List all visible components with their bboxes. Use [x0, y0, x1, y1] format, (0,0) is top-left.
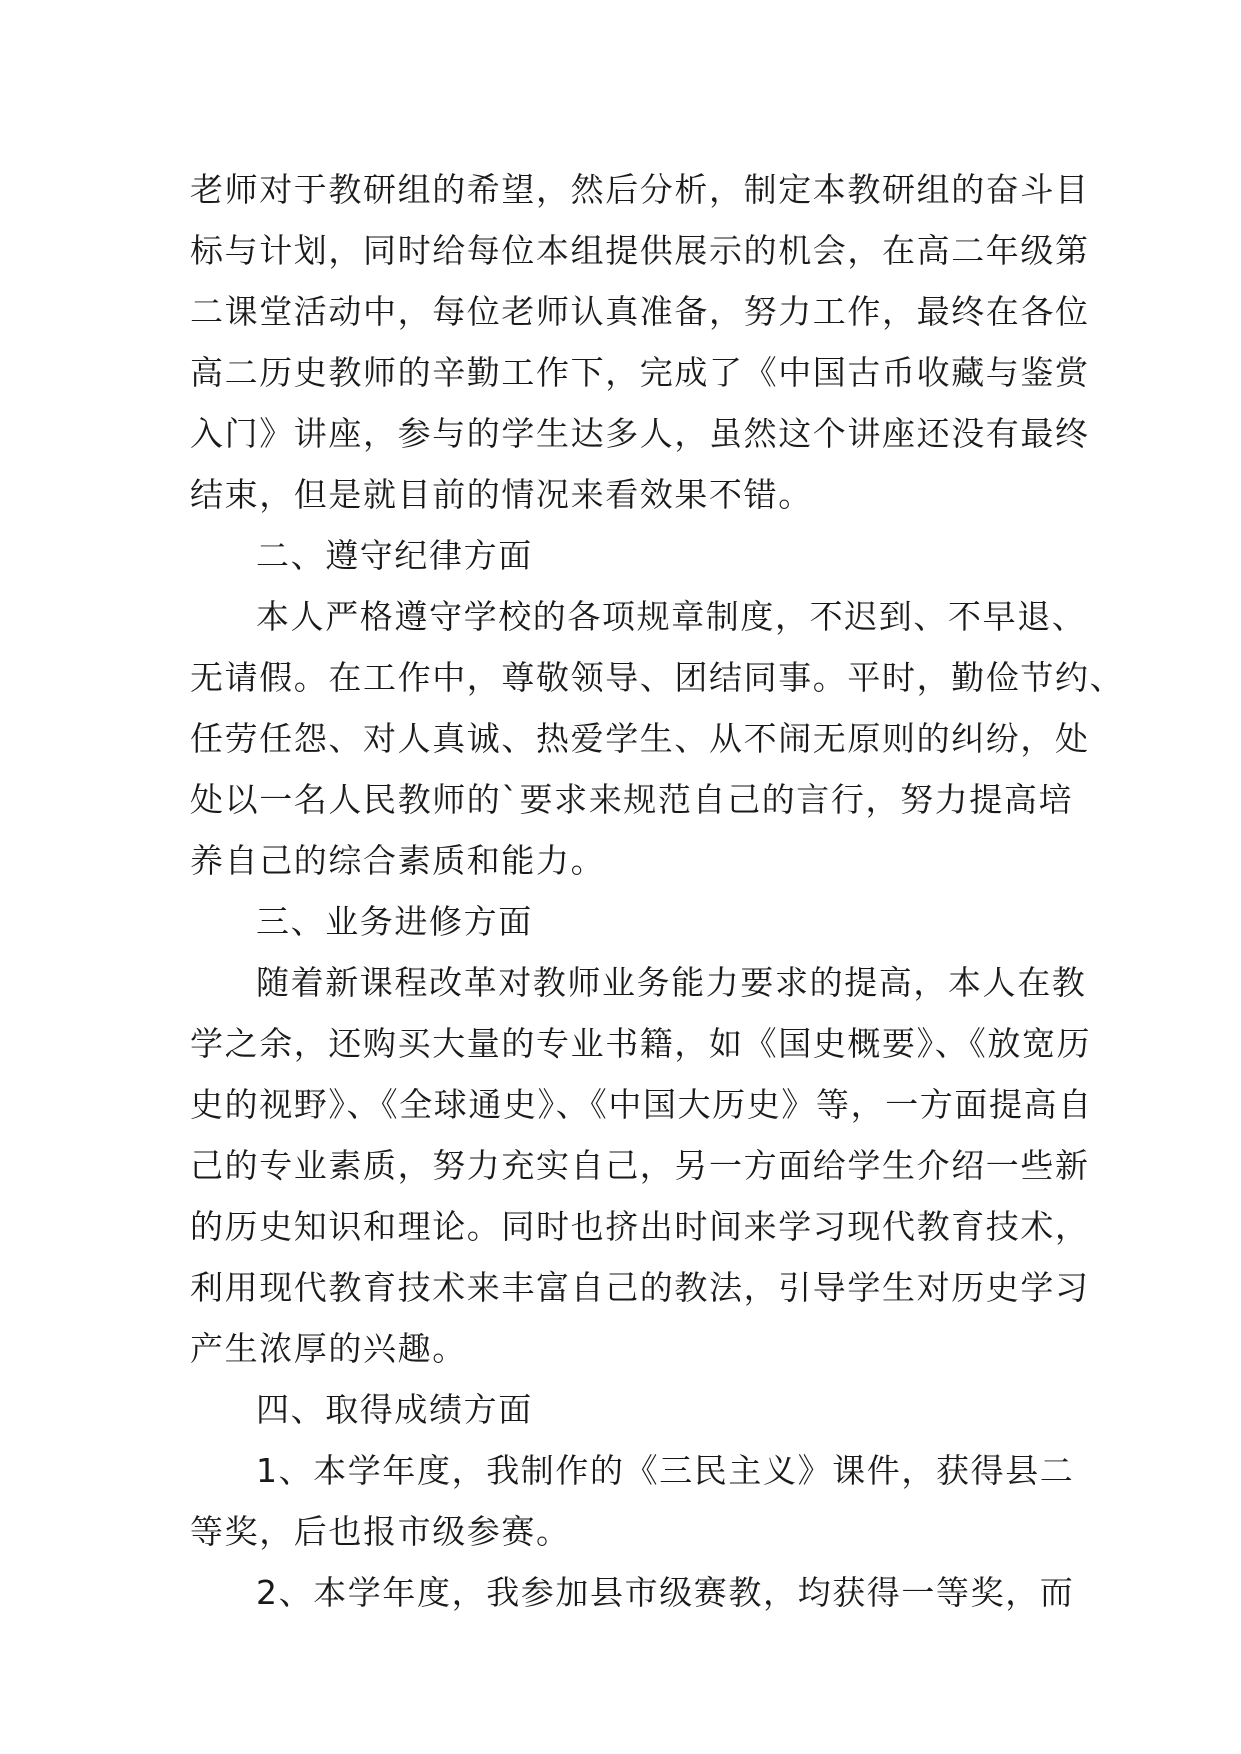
section-heading-study: 三、业务进修方面: [256, 902, 533, 941]
paragraph-line: 处以一名人民教师的`要求来规范自己的言行，努力提高培: [190, 780, 1074, 819]
paragraph-line: 标与计划，同时给每位本组提供展示的机会，在高二年级第: [190, 231, 1090, 270]
paragraph-line: 己的专业素质，努力充实自己，另一方面给学生介绍一些新: [190, 1146, 1090, 1185]
paragraph-line: 等奖，后也报市级参赛。: [190, 1512, 571, 1551]
paragraph-line: 2、本学年度，我参加县市级赛教，均获得一等奖，而: [256, 1573, 1075, 1612]
document-body: [190, 159, 1125, 1623]
paragraph-line: 学之余，还购买大量的专业书籍，如《国史概要》、《放宽历: [190, 1024, 1092, 1063]
paragraph-line: 二课堂活动中，每位老师认真准备，努力工作，最终在各位: [190, 292, 1090, 331]
paragraph-line: 本人严格遵守学校的各项规章制度，不迟到、不早退、: [256, 597, 1087, 636]
paragraph-line: 产生浓厚的兴趣。: [190, 1329, 467, 1368]
paragraph-line: 入门》讲座，参与的学生达多人，虽然这个讲座还没有最终: [190, 414, 1090, 453]
paragraph-line: 的历史知识和理论。同时也挤出时间来学习现代教育技术，: [190, 1207, 1090, 1246]
paragraph-line: 老师对于教研组的希望，然后分析，制定本教研组的奋斗目: [190, 170, 1090, 209]
paragraph-line: 史的视野》、《全球通史》、《中国大历史》等，一方面提高自: [190, 1085, 1093, 1124]
section-heading-achievements: 四、取得成绩方面: [256, 1390, 533, 1429]
section-heading-discipline: 二、遵守纪律方面: [256, 536, 533, 575]
paragraph-line: 结束，但是就目前的情况来看效果不错。: [190, 475, 813, 514]
paragraph-line: 随着新课程改革对教师业务能力要求的提高，本人在教: [256, 963, 1087, 1002]
paragraph-line: 养自己的综合素质和能力。: [190, 841, 606, 880]
paragraph-line: 高二历史教师的辛勤工作下，完成了《中国古币收藏与鉴赏: [190, 353, 1090, 392]
paragraph-line: 利用现代教育技术来丰富自己的教法，引导学生对历史学习: [190, 1268, 1090, 1307]
paragraph-line: 1、本学年度，我制作的《三民主义》课件，获得县二: [256, 1451, 1075, 1490]
paragraph-line: 无请假。在工作中，尊敬领导、团结同事。平时，勤俭节约、: [190, 658, 1125, 697]
paragraph-line: 任劳任怨、对人真诚、热爱学生、从不闹无原则的纠纷，处: [190, 719, 1090, 758]
